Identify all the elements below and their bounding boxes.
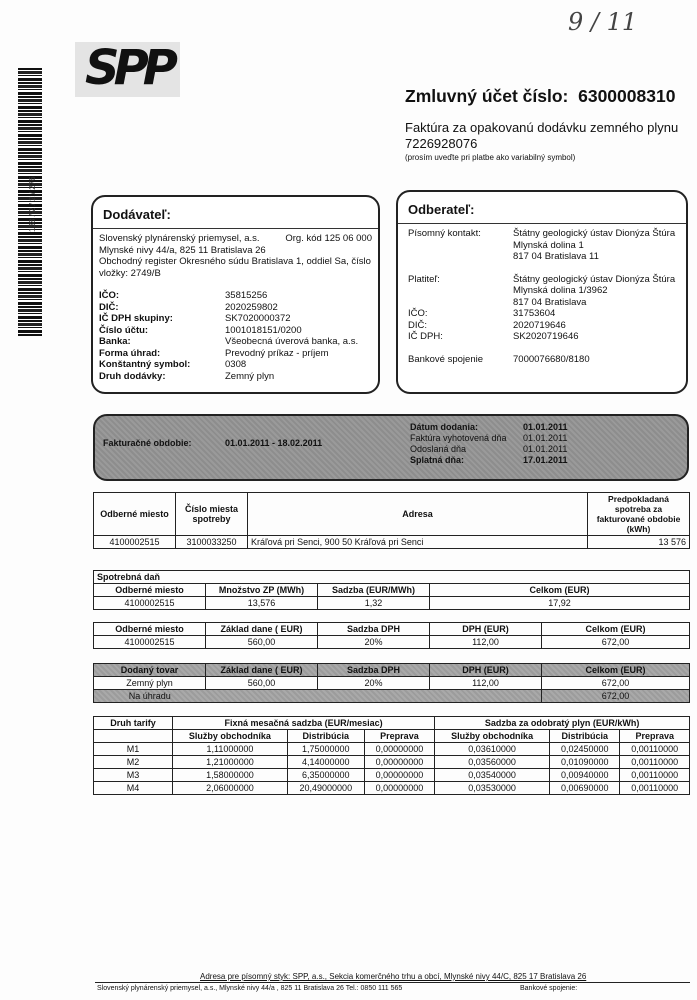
contract-number: 6300008310 [578,86,676,106]
supplier-field [99,371,372,383]
cell: 0,00110000 [620,782,690,795]
date-label: Splatná dňa: [410,455,465,465]
col-header: Druh tarify [94,717,173,730]
supplier-org-code: Org. kód 125 06 000 [285,233,372,244]
customer-ico: 31753604 [513,308,556,319]
cell: 0,00000000 [364,769,434,782]
cell: 1,21000000 [173,756,288,769]
cell: 112,00 [430,677,542,690]
excise-title: Spotrebná daň [94,571,690,584]
period-value: 01.01.2011 - 18.02.2011 [225,438,323,448]
col-header: Odberné miesto [94,584,206,597]
vat-table [93,622,690,649]
field-value: Prevodný príkaz - príjem [225,347,329,359]
company-info: Slovenský plynárenský priemysel, a.s., Mlynské nivy 44/a , 825 11 Bratislava 26 Tel.: 0850 111 565 [97,985,403,992]
col-header: Predpokladaná spotreba za fakturované obdobie (kWh) [588,493,690,536]
col-header: Distribúcia [287,730,364,743]
tariff-table [93,716,690,795]
payer-label: Platiteľ: [408,273,440,285]
date-value: 01.01.2011 [523,422,568,432]
col-header: Množstvo ZP (MWh) [206,584,318,597]
date-value: 01.01.2011 [523,433,568,443]
supplier-field [99,302,372,314]
col-header: Celkom (EUR) [430,584,690,597]
invoice-title: Faktúra za opakovanú dodávku zemného plynu [405,120,679,135]
cell: 112,00 [430,636,542,649]
col-header: Sadzba (EUR/MWh) [318,584,430,597]
cell: 20% [318,677,430,690]
cell: 0,00690000 [550,782,620,795]
cell: 560,00 [206,677,318,690]
group-header: Sadzba za odobratý plyn (EUR/kWh) [435,717,690,730]
field-value: 1001018151/0200 [225,324,302,336]
table-row [94,769,690,782]
col-header: Celkom (EUR) [542,664,690,677]
cell: 4100002515 [94,597,206,610]
supplier-title: Dodávateľ: [93,197,378,229]
contact-label: Písomný kontakt: [408,228,481,239]
cell: 0,00000000 [364,743,434,756]
supplier-field [99,313,372,325]
group-header: Fixná mesačná sadzba (EUR/mesiac) [173,717,435,730]
cell: 0,03560000 [435,756,550,769]
handwritten-page-number: 9 / 11 [568,8,638,36]
col-header: Služby obchodníka [173,730,288,743]
customer-icdph-label: IČ DPH: [408,331,443,342]
bank-info-label: Bankové spojenie: [520,985,578,992]
contract-label: Zmluvný účet číslo: [405,86,569,106]
table-row [94,636,690,649]
supplier-field [99,325,372,337]
col-header: Základ dane ( EUR) [206,664,318,677]
supplier-field [99,348,372,360]
cell: 13,576 [206,597,318,610]
contact-line: Štátny geologický ústav Dionýza Štúra [513,228,676,239]
cell: 0,00940000 [550,769,620,782]
bank-label: Bankové spojenie [408,353,483,365]
table-row [94,743,690,756]
cell: 672,00 [542,636,690,649]
total-label: Na úhradu [94,690,206,703]
col-header: DPH (EUR) [430,664,542,677]
payer-line: 817 04 Bratislava [513,296,587,308]
customer-title: Odberateľ: [398,192,686,224]
invoice-number: 7226928076 [405,136,478,151]
field-value: 0308 [225,359,247,370]
supplier-name: Slovenský plynárenský priemysel, a.s. [99,233,260,244]
spp-logo: SPP [75,42,180,97]
cell: 1,75000000 [287,743,364,756]
payer-line: Mlynská dolina 1/3962 [513,285,608,296]
customer-dic-label: DIČ: [408,319,427,331]
cell: 0,03530000 [435,782,550,795]
cell: 20% [318,636,430,649]
barcode-number: 138 / 2 / 2 / 276 [28,176,37,232]
date-value: 17.01.2011 [523,455,568,465]
supplier-register: Obchodný register Okresného súdu Bratislava 1, oddiel Sa, číslo [99,256,371,267]
supplier-address: Mlynské nivy 44/a, 825 11 Bratislava 26 [99,244,266,256]
field-label: DIČ: [99,301,119,313]
col-header: Distribúcia [550,730,620,743]
col-header: Dodaný tovar [94,664,206,677]
cell: 0,00000000 [364,782,434,795]
field-label: IČ DPH skupiny: [99,313,173,324]
goods-table [93,663,690,703]
col-header: Základ dane ( EUR) [206,623,318,636]
cell: 0,02450000 [550,743,620,756]
col-header: Sadzba DPH [318,623,430,636]
col-header: Odberné miesto [94,623,206,636]
cell: 0,03610000 [435,743,550,756]
field-value: Všeobecná úverová banka, a.s. [225,336,359,347]
cell: 20,49000000 [287,782,364,795]
cell: 17,92 [430,597,690,610]
col-header: DPH (EUR) [430,623,542,636]
cell: 0,00110000 [620,756,690,769]
bank-value: 7000076680/8180 [513,353,590,365]
field-value: Zemný plyn [225,370,275,382]
cell: 4100002515 [94,536,176,549]
customer-box [396,190,688,394]
correspondence-address: Adresa pre písomný styk: SPP, a.s., Sekcia komerčného trhu a obcí, Mlynské nivy 44/C, 825 17 Bratislava 26 [200,972,587,981]
total-value: 672,00 [542,690,690,703]
supplier-field [99,359,372,371]
cell: 672,00 [542,677,690,690]
supplier-register-2: vložky: 2749/B [99,267,161,279]
customer-ico-label: IČO: [408,308,428,319]
payer-line: Štátny geologický ústav Dionýza Štúra [513,273,676,285]
cell: 1,11000000 [173,743,288,756]
cell: 6,35000000 [287,769,364,782]
col-header: Preprava [364,730,434,743]
cell: M4 [94,782,173,795]
col-header: Odberné miesto [94,493,176,536]
table-row [94,782,690,795]
cell: 560,00 [206,636,318,649]
field-value: SK7020000372 [225,313,291,324]
cell: Kráľová pri Senci, 900 50 Kráľová pri Senci [248,536,588,549]
supplier-field [99,290,372,302]
field-value: 2020259802 [225,301,278,313]
field-label: Číslo účtu: [99,324,149,336]
cell: Zemný plyn [94,677,206,690]
field-label: Banka: [99,336,131,347]
contract-account [405,86,675,107]
date-label: Faktúra vyhotovená dňa [410,433,507,443]
contact-line: 817 04 Bratislava 11 [513,251,599,262]
table-row [94,677,690,690]
cell: 0,00110000 [620,769,690,782]
cell: 0,03540000 [435,769,550,782]
field-label: Druh dodávky: [99,370,166,382]
col-header: Číslo miesta spotreby [176,493,248,536]
cell: 13 576 [588,536,690,549]
col-header: Adresa [248,493,588,536]
supplier-box [91,195,380,394]
col-header: Služby obchodníka [435,730,550,743]
cell: 0,01090000 [550,756,620,769]
cell: 3100033250 [176,536,248,549]
table-row [94,536,690,549]
field-value: 35815256 [225,290,268,301]
period-label: Fakturačné obdobie: [103,438,192,448]
field-label: IČO: [99,290,120,301]
date-label: Odoslaná dňa [410,444,467,454]
field-label: Konštantný symbol: [99,359,191,370]
date-value: 01.01.2011 [523,444,568,454]
contact-line: Mlynská dolina 1 [513,239,584,251]
billing-period-band [93,414,689,481]
invoice-note: (prosím uveďte pri platbe ako variabilný symbol) [405,153,576,162]
cell: M1 [94,743,173,756]
table-row [94,756,690,769]
cell: 4,14000000 [287,756,364,769]
cell: 0,00000000 [364,756,434,769]
consumption-table [93,492,690,549]
cell: 1,32 [318,597,430,610]
date-label: Dátum dodania: [410,422,479,432]
cell: 1,58000000 [173,769,288,782]
customer-icdph: SK2020719646 [513,331,579,342]
customer-dic: 2020719646 [513,319,566,331]
field-label: Forma úhrad: [99,347,161,359]
col-header: Sadzba DPH [318,664,430,677]
cell: 2,06000000 [173,782,288,795]
table-row [94,597,690,610]
supplier-field [99,336,372,348]
footer-divider [95,982,690,983]
cell: M3 [94,769,173,782]
cell: 4100002515 [94,636,206,649]
col-header: Preprava [620,730,690,743]
excise-tax-table [93,570,690,610]
col-header: Celkom (EUR) [542,623,690,636]
cell: 0,00110000 [620,743,690,756]
cell: M2 [94,756,173,769]
